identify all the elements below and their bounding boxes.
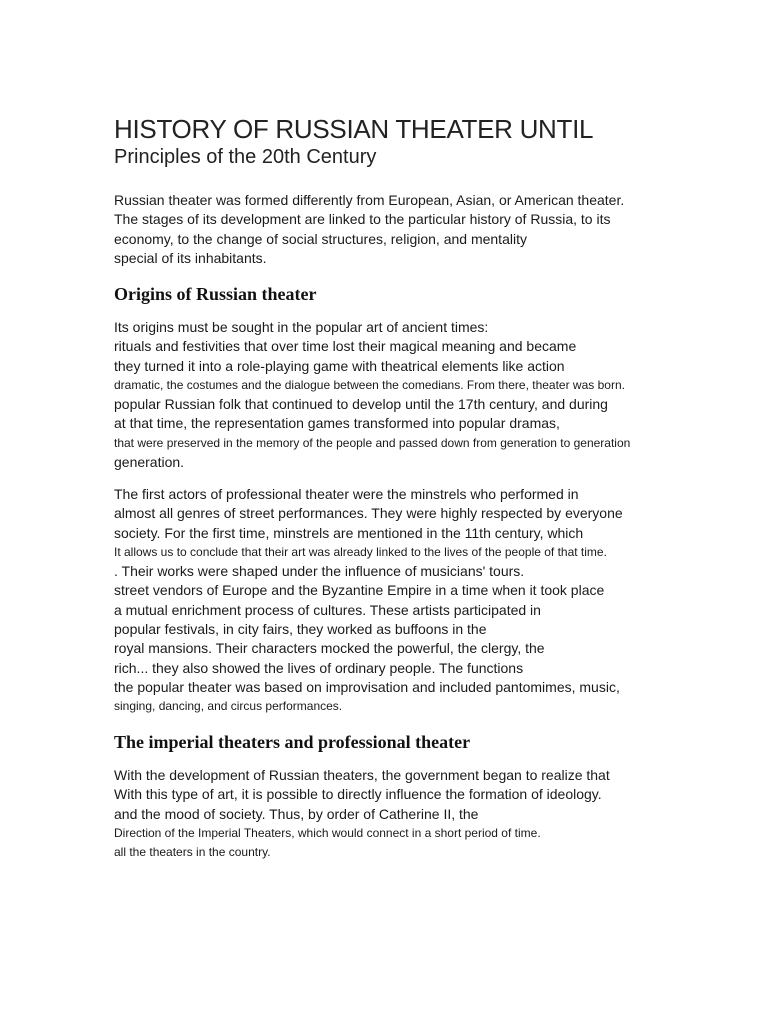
section-heading-origins: Origins of Russian theater xyxy=(114,284,317,304)
text-line: . Their works were shaped under the influence of musicians' tours. xyxy=(114,563,525,580)
imperial-paragraph-1 xyxy=(114,766,754,862)
text-line: dramatic, the costumes and the dialogue between the comedians. From there, theater was born. xyxy=(114,377,625,392)
text-line: singing, dancing, and circus performances. xyxy=(114,699,343,714)
text-line: they turned it into a role-playing game with theatrical elements like action xyxy=(114,357,565,374)
text-line: generation. xyxy=(114,454,185,471)
text-line: almost all genres of street performances. They were highly respected by everyone xyxy=(114,505,623,522)
text-line: society. For the first time, minstrels are mentioned in the 11th century, which xyxy=(114,524,584,541)
section-heading-imperial-theaters: The imperial theaters and professional theater xyxy=(114,732,471,752)
text-line: at that time, the representation games transformed into popular dramas, xyxy=(114,415,560,432)
document-subtitle: Principles of the 20th Century xyxy=(114,146,377,168)
text-line: a mutual enrichment process of cultures. These artists participated in xyxy=(114,601,541,618)
text-line: The stages of its development are linked to the particular history of Russia, to its xyxy=(114,211,611,228)
text-line: special of its inhabitants. xyxy=(114,249,267,266)
text-line: With this type of art, it is possible to directly influence the formation of ideology. xyxy=(114,786,602,803)
text-line: popular Russian folk that continued to develop until the 17th century, and during xyxy=(114,396,608,413)
intro-paragraph xyxy=(114,191,754,268)
text-line: all the theaters in the country. xyxy=(114,845,271,860)
text-line: popular festivals, in city fairs, they worked as buffoons in the xyxy=(114,621,487,638)
text-line: economy, to the change of social structures, religion, and mentality xyxy=(114,230,527,247)
origins-paragraph-2 xyxy=(114,485,754,717)
text-line: the popular theater was based on improvisation and included pantomimes, music, xyxy=(114,678,620,695)
text-line: The first actors of professional theater were the minstrels who performed in xyxy=(114,486,579,502)
text-line: Direction of the Imperial Theaters, which would connect in a short period of time. xyxy=(114,825,541,840)
text-line: Its origins must be sought in the popular art of ancient times: xyxy=(114,319,489,335)
origins-paragraph-1 xyxy=(114,318,754,472)
text-line: street vendors of Europe and the Byzantine Empire in a time when it took place xyxy=(114,582,605,599)
text-line: that were preserved in the memory of the people and passed down from generation to generation xyxy=(114,435,631,450)
text-line: royal mansions. Their characters mocked the powerful, the clergy, the xyxy=(114,640,545,657)
text-line: rich... they also showed the lives of ordinary people. The functions xyxy=(114,659,524,676)
text-line: and the mood of society. Thus, by order of Catherine II, the xyxy=(114,805,479,822)
text-line: rituals and festivities that over time lost their magical meaning and became xyxy=(114,338,577,355)
text-line: Russian theater was formed differently from European, Asian, or American theater. xyxy=(114,192,625,208)
text-line: It allows us to conclude that their art was already linked to the lives of the people of that time. xyxy=(114,544,607,559)
document-title: HISTORY OF RUSSIAN THEATER UNTIL xyxy=(114,114,594,144)
text-line: With the development of Russian theaters, the government began to realize that xyxy=(114,767,610,783)
